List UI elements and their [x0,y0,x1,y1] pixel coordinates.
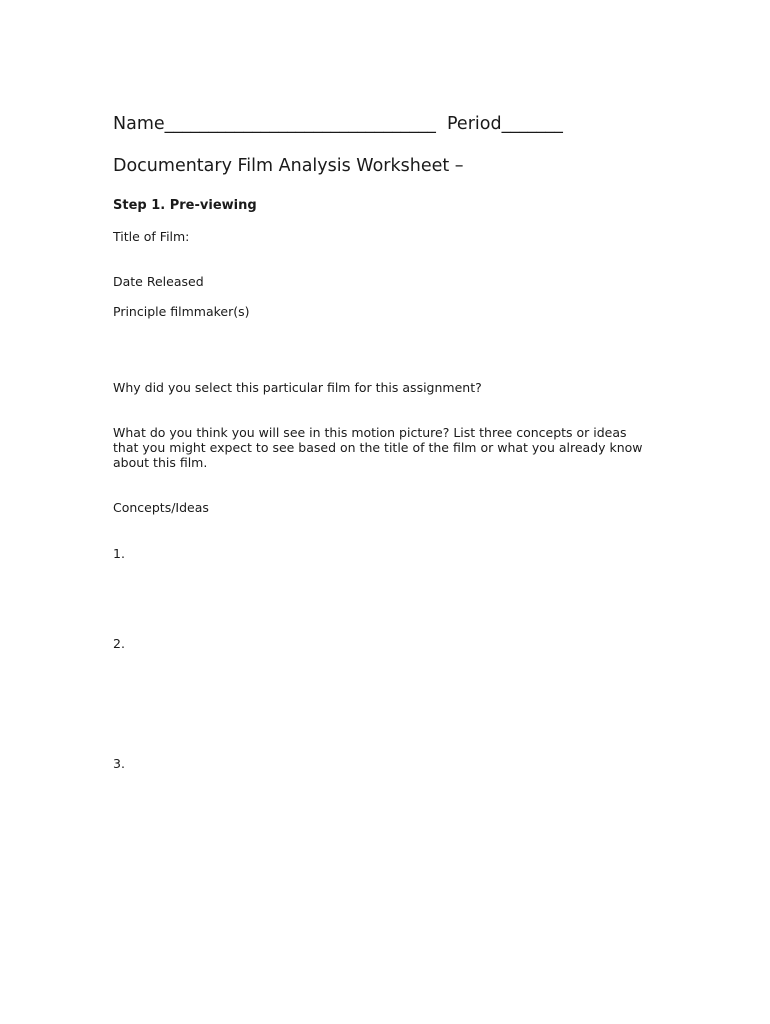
question-line: about this film. [113,455,208,470]
why-select-question: Why did you select this particular film for this assignment? [113,380,482,395]
worksheet-title: Documentary Film Analysis Worksheet – [113,156,464,176]
concept-item-3: 3. [113,756,125,771]
concept-item-1: 1. [113,546,125,561]
question-line: What do you think you will see in this motion picture? List three concepts or ideas [113,425,627,440]
concepts-ideas-label: Concepts/Ideas [113,500,209,515]
what-will-you-see-question [113,425,658,470]
principle-filmmakers-label: Principle filmmaker(s) [113,304,250,319]
date-released-label: Date Released [113,274,204,289]
title-of-film-label: Title of Film: [113,229,190,244]
concept-item-2: 2. [113,636,125,651]
name-period-line: Name_______________________________ Period_______ [113,114,563,134]
step1-heading: Step 1. Pre-viewing [113,198,257,213]
question-line: that you might expect to see based on the title of the film or what you already know [113,440,643,455]
